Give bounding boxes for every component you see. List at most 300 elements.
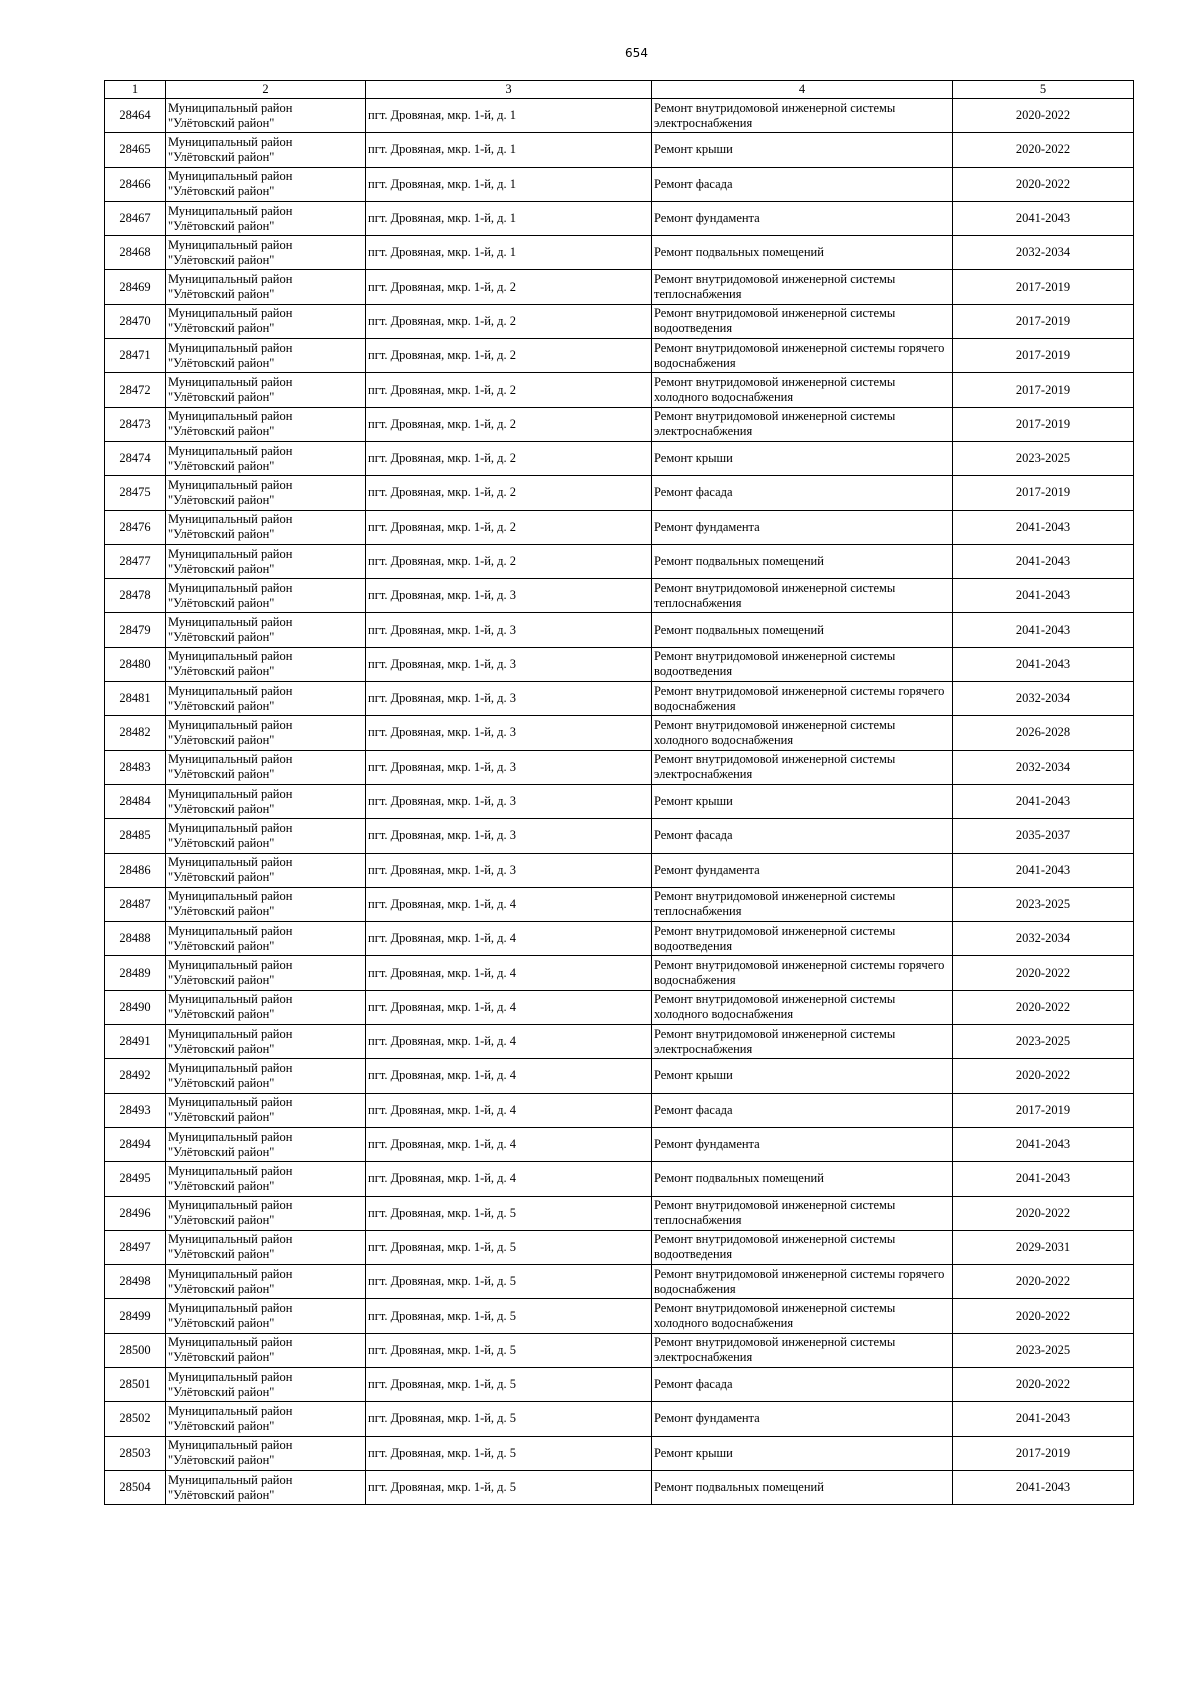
district-line: "Улётовский район" <box>168 1213 275 1228</box>
table-row <box>105 1402 1134 1436</box>
address-cell: пгт. Дровяная, мкр. 1-й, д. 4 <box>366 990 652 1024</box>
period-cell: 2020-2022 <box>953 167 1134 201</box>
period-cell: 2032-2034 <box>953 922 1134 956</box>
table-row <box>105 1093 1134 1127</box>
address-cell: пгт. Дровяная, мкр. 1-й, д. 4 <box>366 922 652 956</box>
district-cell <box>166 373 366 407</box>
district-cell <box>166 647 366 681</box>
table-row <box>105 373 1134 407</box>
district-line: "Улётовский район" <box>168 184 275 199</box>
district-cell <box>166 1059 366 1093</box>
address-cell: пгт. Дровяная, мкр. 1-й, д. 5 <box>366 1436 652 1470</box>
period-cell: 2017-2019 <box>953 339 1134 373</box>
district-line: Муниципальный район <box>168 1095 293 1110</box>
work-type-cell: Ремонт внутридомовой инженерной системы горячего водоснабжения <box>652 956 953 990</box>
work-type-cell: Ремонт фундамента <box>652 1127 953 1161</box>
registry-table <box>104 80 1134 1505</box>
period-cell: 2041-2043 <box>953 544 1134 578</box>
district-line: Муниципальный район <box>168 615 293 630</box>
district-line: "Улётовский район" <box>168 252 275 267</box>
district-cell <box>166 201 366 235</box>
district-line: Муниципальный район <box>168 1472 293 1487</box>
district-line: Муниципальный район <box>168 1060 293 1075</box>
district-line: "Улётовский район" <box>168 870 275 885</box>
row-number: 28466 <box>105 167 166 201</box>
district-line: Муниципальный район <box>168 546 293 561</box>
period-cell: 2017-2019 <box>953 270 1134 304</box>
work-type-cell: Ремонт крыши <box>652 1436 953 1470</box>
period-cell: 2020-2022 <box>953 1299 1134 1333</box>
address-cell: пгт. Дровяная, мкр. 1-й, д. 5 <box>366 1367 652 1401</box>
district-cell <box>166 476 366 510</box>
district-line: "Улётовский район" <box>168 973 275 988</box>
district-line: "Улётовский район" <box>168 1350 275 1365</box>
period-cell: 2023-2025 <box>953 441 1134 475</box>
address-cell: пгт. Дровяная, мкр. 1-й, д. 2 <box>366 544 652 578</box>
work-type-cell: Ремонт фасада <box>652 476 953 510</box>
row-number: 28478 <box>105 579 166 613</box>
table-row <box>105 133 1134 167</box>
district-line: Муниципальный район <box>168 443 293 458</box>
work-type-cell: Ремонт внутридомовой инженерной системы электроснабжения <box>652 1333 953 1367</box>
table-row <box>105 1162 1134 1196</box>
table-row <box>105 647 1134 681</box>
district-cell <box>166 1162 366 1196</box>
district-line: Муниципальный район <box>168 375 293 390</box>
row-number: 28479 <box>105 613 166 647</box>
district-line: Муниципальный район <box>168 1198 293 1213</box>
address-cell: пгт. Дровяная, мкр. 1-й, д. 2 <box>366 441 652 475</box>
district-cell <box>166 853 366 887</box>
table-row <box>105 784 1134 818</box>
period-cell: 2041-2043 <box>953 579 1134 613</box>
district-cell <box>166 819 366 853</box>
address-cell: пгт. Дровяная, мкр. 1-й, д. 1 <box>366 167 652 201</box>
row-number: 28501 <box>105 1367 166 1401</box>
address-cell: пгт. Дровяная, мкр. 1-й, д. 2 <box>366 373 652 407</box>
period-cell: 2020-2022 <box>953 956 1134 990</box>
table-row <box>105 476 1134 510</box>
period-cell: 2041-2043 <box>953 784 1134 818</box>
period-cell: 2032-2034 <box>953 236 1134 270</box>
period-cell: 2041-2043 <box>953 1470 1134 1504</box>
row-number: 28471 <box>105 339 166 373</box>
address-cell: пгт. Дровяная, мкр. 1-й, д. 1 <box>366 99 652 133</box>
period-cell: 2041-2043 <box>953 1402 1134 1436</box>
period-cell: 2020-2022 <box>953 1059 1134 1093</box>
district-line: "Улётовский район" <box>168 321 275 336</box>
address-cell: пгт. Дровяная, мкр. 1-й, д. 3 <box>366 647 652 681</box>
district-line: "Улётовский район" <box>168 767 275 782</box>
district-line: Муниципальный район <box>168 1369 293 1384</box>
row-number: 28464 <box>105 99 166 133</box>
row-number: 28474 <box>105 441 166 475</box>
district-line: Муниципальный район <box>168 1301 293 1316</box>
district-line: Муниципальный район <box>168 752 293 767</box>
address-cell: пгт. Дровяная, мкр. 1-й, д. 2 <box>366 270 652 304</box>
address-cell: пгт. Дровяная, мкр. 1-й, д. 2 <box>366 510 652 544</box>
work-type-cell: Ремонт фундамента <box>652 853 953 887</box>
row-number: 28490 <box>105 990 166 1024</box>
column-header-4: 4 <box>652 81 953 99</box>
table-row <box>105 819 1134 853</box>
address-cell: пгт. Дровяная, мкр. 1-й, д. 1 <box>366 201 652 235</box>
period-cell: 2041-2043 <box>953 510 1134 544</box>
table-row <box>105 236 1134 270</box>
column-header-1: 1 <box>105 81 166 99</box>
period-cell: 2020-2022 <box>953 133 1134 167</box>
district-line: "Улётовский район" <box>168 1075 275 1090</box>
address-cell: пгт. Дровяная, мкр. 1-й, д. 5 <box>366 1196 652 1230</box>
row-number: 28468 <box>105 236 166 270</box>
district-cell <box>166 99 366 133</box>
work-type-cell: Ремонт крыши <box>652 784 953 818</box>
work-type-cell: Ремонт подвальных помещений <box>652 236 953 270</box>
row-number: 28470 <box>105 304 166 338</box>
table-row <box>105 956 1134 990</box>
work-type-cell: Ремонт внутридомовой инженерной системы горячего водоснабжения <box>652 1265 953 1299</box>
table-row <box>105 1059 1134 1093</box>
row-number: 28496 <box>105 1196 166 1230</box>
work-type-cell: Ремонт подвальных помещений <box>652 544 953 578</box>
district-cell <box>166 613 366 647</box>
district-line: "Улётовский район" <box>168 801 275 816</box>
district-line: "Улётовский район" <box>168 287 275 302</box>
district-line: Муниципальный район <box>168 100 293 115</box>
table-row <box>105 716 1134 750</box>
period-cell: 2041-2043 <box>953 853 1134 887</box>
district-cell <box>166 270 366 304</box>
district-line: "Улётовский район" <box>168 1247 275 1262</box>
district-line: "Улётовский район" <box>168 1110 275 1125</box>
district-line: "Улётовский район" <box>168 218 275 233</box>
table-row <box>105 887 1134 921</box>
district-line: Муниципальный район <box>168 1163 293 1178</box>
table-row <box>105 544 1134 578</box>
row-number: 28473 <box>105 407 166 441</box>
row-number: 28494 <box>105 1127 166 1161</box>
district-cell <box>166 544 366 578</box>
district-cell <box>166 956 366 990</box>
work-type-cell: Ремонт внутридомовой инженерной системы электроснабжения <box>652 99 953 133</box>
address-cell: пгт. Дровяная, мкр. 1-й, д. 4 <box>366 1127 652 1161</box>
period-cell: 2017-2019 <box>953 304 1134 338</box>
district-cell <box>166 682 366 716</box>
district-line: "Улётовский район" <box>168 630 275 645</box>
table-row <box>105 1333 1134 1367</box>
address-cell: пгт. Дровяная, мкр. 1-й, д. 4 <box>366 887 652 921</box>
work-type-cell: Ремонт внутридомовой инженерной системы электроснабжения <box>652 750 953 784</box>
address-cell: пгт. Дровяная, мкр. 1-й, д. 4 <box>366 956 652 990</box>
table-row <box>105 922 1134 956</box>
period-cell: 2017-2019 <box>953 407 1134 441</box>
district-line: Муниципальный район <box>168 340 293 355</box>
period-cell: 2032-2034 <box>953 682 1134 716</box>
work-type-cell: Ремонт крыши <box>652 441 953 475</box>
district-cell <box>166 1333 366 1367</box>
district-line: Муниципальный район <box>168 169 293 184</box>
work-type-cell: Ремонт внутридомовой инженерной системы холодного водоснабжения <box>652 990 953 1024</box>
district-line: "Улётовский район" <box>168 1418 275 1433</box>
row-number: 28500 <box>105 1333 166 1367</box>
district-line: "Улётовский район" <box>168 561 275 576</box>
district-cell <box>166 922 366 956</box>
row-number: 28469 <box>105 270 166 304</box>
address-cell: пгт. Дровяная, мкр. 1-й, д. 1 <box>366 236 652 270</box>
table-row <box>105 304 1134 338</box>
district-cell <box>166 133 366 167</box>
work-type-cell: Ремонт крыши <box>652 1059 953 1093</box>
address-cell: пгт. Дровяная, мкр. 1-й, д. 5 <box>366 1265 652 1299</box>
row-number: 28502 <box>105 1402 166 1436</box>
address-cell: пгт. Дровяная, мкр. 1-й, д. 3 <box>366 613 652 647</box>
work-type-cell: Ремонт внутридомовой инженерной системы горячего водоснабжения <box>652 339 953 373</box>
work-type-cell: Ремонт внутридомовой инженерной системы водоотведения <box>652 304 953 338</box>
column-header-2: 2 <box>166 81 366 99</box>
column-header-5: 5 <box>953 81 1134 99</box>
work-type-cell: Ремонт внутридомовой инженерной системы теплоснабжения <box>652 1196 953 1230</box>
address-cell: пгт. Дровяная, мкр. 1-й, д. 4 <box>366 1025 652 1059</box>
table-row <box>105 1127 1134 1161</box>
work-type-cell: Ремонт внутридомовой инженерной системы электроснабжения <box>652 1025 953 1059</box>
district-line: "Улётовский район" <box>168 527 275 542</box>
table-row <box>105 1196 1134 1230</box>
district-line: "Улётовский район" <box>168 1144 275 1159</box>
table-row <box>105 990 1134 1024</box>
table-row <box>105 441 1134 475</box>
district-line: "Улётовский район" <box>168 1316 275 1331</box>
table-row <box>105 1230 1134 1264</box>
district-line: Муниципальный район <box>168 1403 293 1418</box>
address-cell: пгт. Дровяная, мкр. 1-й, д. 5 <box>366 1299 652 1333</box>
address-cell: пгт. Дровяная, мкр. 1-й, д. 2 <box>366 407 652 441</box>
table-row <box>105 407 1134 441</box>
district-cell <box>166 1196 366 1230</box>
address-cell: пгт. Дровяная, мкр. 1-й, д. 2 <box>366 476 652 510</box>
row-number: 28486 <box>105 853 166 887</box>
district-cell <box>166 1470 366 1504</box>
district-line: "Улётовский район" <box>168 938 275 953</box>
district-line: Муниципальный район <box>168 1232 293 1247</box>
row-number: 28492 <box>105 1059 166 1093</box>
district-line: Муниципальный район <box>168 992 293 1007</box>
district-line: "Улётовский район" <box>168 1007 275 1022</box>
period-cell: 2041-2043 <box>953 201 1134 235</box>
period-cell: 2023-2025 <box>953 1025 1134 1059</box>
district-cell <box>166 784 366 818</box>
table-row <box>105 201 1134 235</box>
district-line: Муниципальный район <box>168 1129 293 1144</box>
work-type-cell: Ремонт подвальных помещений <box>652 613 953 647</box>
district-line: "Улётовский район" <box>168 1384 275 1399</box>
row-number: 28485 <box>105 819 166 853</box>
row-number: 28482 <box>105 716 166 750</box>
address-cell: пгт. Дровяная, мкр. 1-й, д. 3 <box>366 682 652 716</box>
row-number: 28497 <box>105 1230 166 1264</box>
table-row <box>105 682 1134 716</box>
district-line: Муниципальный район <box>168 683 293 698</box>
district-line: "Улётовский район" <box>168 390 275 405</box>
district-line: "Улётовский район" <box>168 1281 275 1296</box>
column-header-3: 3 <box>366 81 652 99</box>
district-cell <box>166 407 366 441</box>
period-cell: 2041-2043 <box>953 1162 1134 1196</box>
district-line: Муниципальный район <box>168 820 293 835</box>
district-cell <box>166 1093 366 1127</box>
table-row <box>105 339 1134 373</box>
period-cell: 2017-2019 <box>953 373 1134 407</box>
district-line: Муниципальный район <box>168 237 293 252</box>
district-line: Муниципальный район <box>168 1266 293 1281</box>
work-type-cell: Ремонт фасада <box>652 819 953 853</box>
table-row <box>105 99 1134 133</box>
district-line: Муниципальный район <box>168 1335 293 1350</box>
table-row <box>105 1470 1134 1504</box>
district-line: Муниципальный район <box>168 1438 293 1453</box>
address-cell: пгт. Дровяная, мкр. 1-й, д. 1 <box>366 133 652 167</box>
address-cell: пгт. Дровяная, мкр. 1-й, д. 3 <box>366 784 652 818</box>
work-type-cell: Ремонт внутридомовой инженерной системы холодного водоснабжения <box>652 1299 953 1333</box>
district-cell <box>166 990 366 1024</box>
period-cell: 2020-2022 <box>953 1367 1134 1401</box>
district-line: Муниципальный район <box>168 1026 293 1041</box>
period-cell: 2020-2022 <box>953 1265 1134 1299</box>
district-line: Муниципальный район <box>168 409 293 424</box>
work-type-cell: Ремонт внутридомовой инженерной системы водоотведения <box>652 1230 953 1264</box>
district-cell <box>166 304 366 338</box>
address-cell: пгт. Дровяная, мкр. 1-й, д. 5 <box>366 1402 652 1436</box>
work-type-cell: Ремонт фасада <box>652 1093 953 1127</box>
district-line: Муниципальный район <box>168 203 293 218</box>
period-cell: 2041-2043 <box>953 647 1134 681</box>
row-number: 28480 <box>105 647 166 681</box>
district-cell <box>166 1230 366 1264</box>
row-number: 28498 <box>105 1265 166 1299</box>
table-header <box>105 81 1134 99</box>
district-cell <box>166 236 366 270</box>
district-cell <box>166 339 366 373</box>
row-number: 28488 <box>105 922 166 956</box>
period-cell: 2032-2034 <box>953 750 1134 784</box>
district-cell <box>166 1127 366 1161</box>
district-line: Муниципальный район <box>168 477 293 492</box>
period-cell: 2023-2025 <box>953 887 1134 921</box>
district-line: Муниципальный район <box>168 512 293 527</box>
period-cell: 2020-2022 <box>953 990 1134 1024</box>
district-line: "Улётовский район" <box>168 904 275 919</box>
district-line: Муниципальный район <box>168 580 293 595</box>
work-type-cell: Ремонт внутридомовой инженерной системы водоотведения <box>652 647 953 681</box>
work-type-cell: Ремонт крыши <box>652 133 953 167</box>
row-number: 28489 <box>105 956 166 990</box>
district-line: Муниципальный район <box>168 889 293 904</box>
period-cell: 2035-2037 <box>953 819 1134 853</box>
district-cell <box>166 167 366 201</box>
district-line: Муниципальный район <box>168 717 293 732</box>
row-number: 28504 <box>105 1470 166 1504</box>
address-cell: пгт. Дровяная, мкр. 1-й, д. 2 <box>366 339 652 373</box>
table-row <box>105 1367 1134 1401</box>
table-row <box>105 1025 1134 1059</box>
table-row <box>105 270 1134 304</box>
work-type-cell: Ремонт внутридомовой инженерной системы теплоснабжения <box>652 887 953 921</box>
header-row <box>105 81 1134 99</box>
period-cell: 2023-2025 <box>953 1333 1134 1367</box>
address-cell: пгт. Дровяная, мкр. 1-й, д. 5 <box>366 1230 652 1264</box>
work-type-cell: Ремонт внутридомовой инженерной системы теплоснабжения <box>652 270 953 304</box>
table-body <box>105 99 1134 1505</box>
row-number: 28484 <box>105 784 166 818</box>
address-cell: пгт. Дровяная, мкр. 1-й, д. 5 <box>366 1333 652 1367</box>
district-cell <box>166 887 366 921</box>
district-cell <box>166 1265 366 1299</box>
row-number: 28483 <box>105 750 166 784</box>
district-line: Муниципальный район <box>168 272 293 287</box>
row-number: 28476 <box>105 510 166 544</box>
address-cell: пгт. Дровяная, мкр. 1-й, д. 2 <box>366 304 652 338</box>
district-cell <box>166 1299 366 1333</box>
work-type-cell: Ремонт фасада <box>652 1367 953 1401</box>
district-line: Муниципальный район <box>168 306 293 321</box>
district-line: Муниципальный район <box>168 855 293 870</box>
row-number: 28465 <box>105 133 166 167</box>
district-line: "Улётовский район" <box>168 1178 275 1193</box>
address-cell: пгт. Дровяная, мкр. 1-й, д. 5 <box>366 1470 652 1504</box>
table-row <box>105 853 1134 887</box>
district-cell <box>166 579 366 613</box>
address-cell: пгт. Дровяная, мкр. 1-й, д. 4 <box>366 1162 652 1196</box>
row-number: 28487 <box>105 887 166 921</box>
period-cell: 2020-2022 <box>953 1196 1134 1230</box>
table-row <box>105 1436 1134 1470</box>
district-line: Муниципальный район <box>168 958 293 973</box>
district-cell <box>166 510 366 544</box>
district-cell <box>166 750 366 784</box>
row-number: 28477 <box>105 544 166 578</box>
district-cell <box>166 1436 366 1470</box>
table-row <box>105 1265 1134 1299</box>
address-cell: пгт. Дровяная, мкр. 1-й, д. 3 <box>366 750 652 784</box>
district-line: "Улётовский район" <box>168 1487 275 1502</box>
address-cell: пгт. Дровяная, мкр. 1-й, д. 3 <box>366 716 652 750</box>
district-line: "Улётовский район" <box>168 115 275 130</box>
district-line: Муниципальный район <box>168 786 293 801</box>
work-type-cell: Ремонт внутридомовой инженерной системы холодного водоснабжения <box>652 373 953 407</box>
work-type-cell: Ремонт фундамента <box>652 201 953 235</box>
district-cell <box>166 1402 366 1436</box>
period-cell: 2029-2031 <box>953 1230 1134 1264</box>
table-row <box>105 1299 1134 1333</box>
district-line: "Улётовский район" <box>168 732 275 747</box>
district-line: "Улётовский район" <box>168 1041 275 1056</box>
work-type-cell: Ремонт внутридомовой инженерной системы холодного водоснабжения <box>652 716 953 750</box>
address-cell: пгт. Дровяная, мкр. 1-й, д. 3 <box>366 579 652 613</box>
district-line: "Улётовский район" <box>168 698 275 713</box>
table-row <box>105 613 1134 647</box>
district-line: Муниципальный район <box>168 649 293 664</box>
work-type-cell: Ремонт фундамента <box>652 1402 953 1436</box>
district-cell <box>166 441 366 475</box>
page-number: 654 <box>625 46 648 60</box>
work-type-cell: Ремонт подвальных помещений <box>652 1470 953 1504</box>
table-row <box>105 579 1134 613</box>
period-cell: 2026-2028 <box>953 716 1134 750</box>
row-number: 28472 <box>105 373 166 407</box>
period-cell: 2020-2022 <box>953 99 1134 133</box>
row-number: 28495 <box>105 1162 166 1196</box>
work-type-cell: Ремонт внутридомовой инженерной системы электроснабжения <box>652 407 953 441</box>
row-number: 28491 <box>105 1025 166 1059</box>
